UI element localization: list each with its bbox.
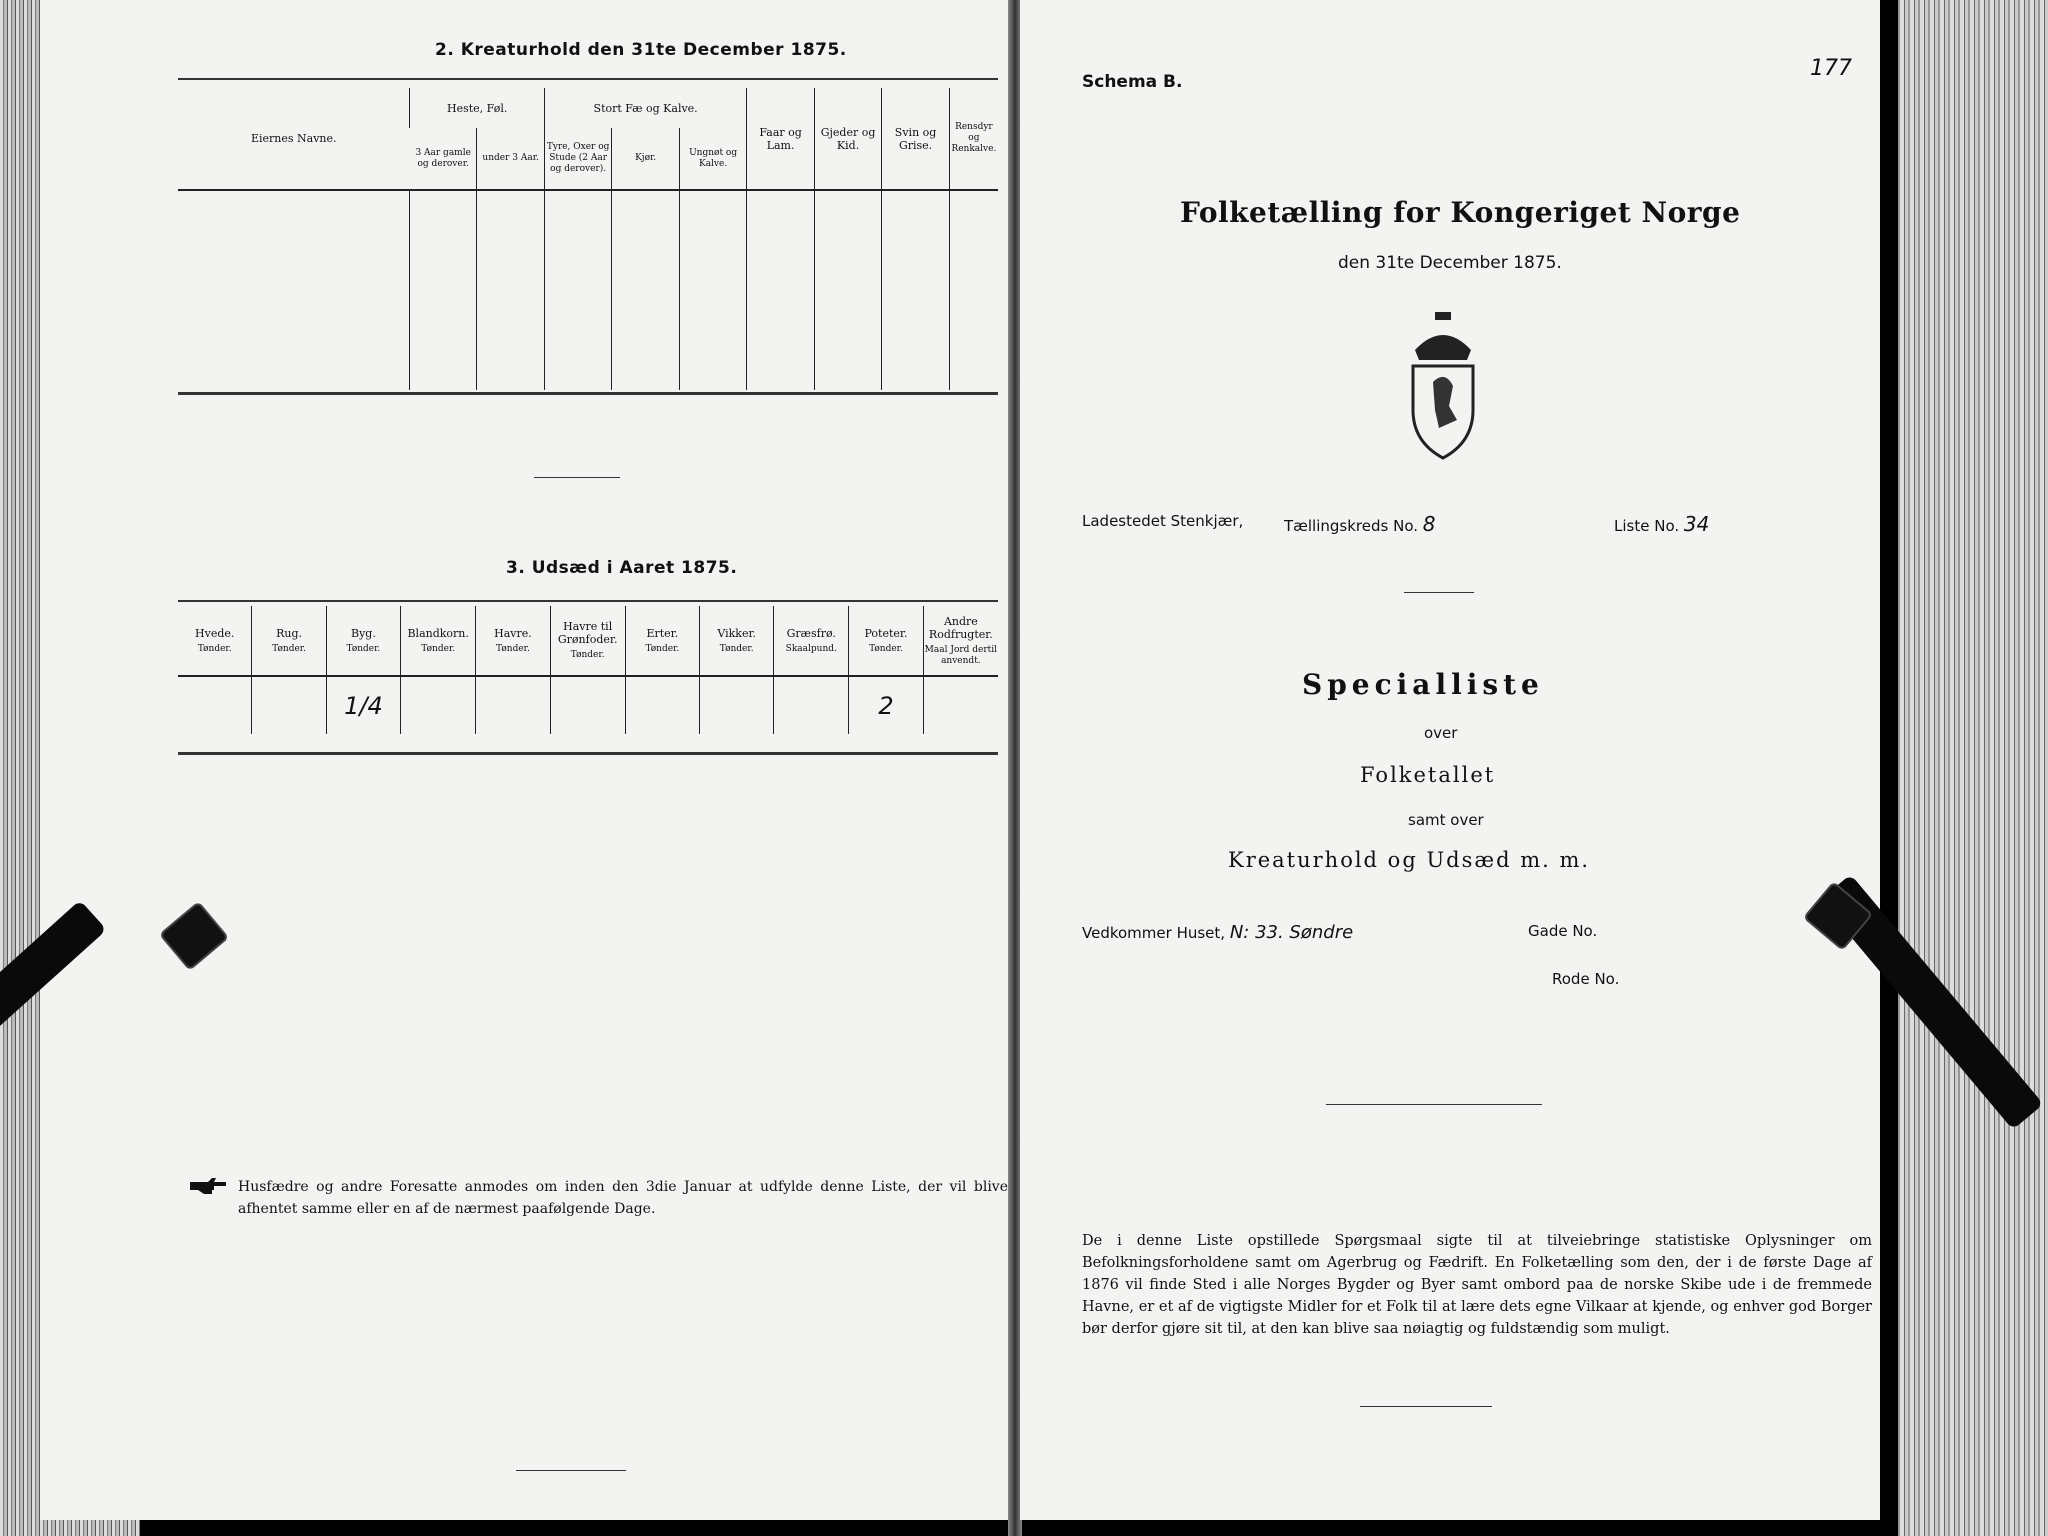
horses-old-header: 3 Aar gamle og derover.: [415, 147, 471, 169]
seed-header-cell: [774, 606, 849, 676]
seed-crop-name: Andre Rodfrugter.: [928, 614, 993, 641]
seed-crop-name: Havre til Grønfoder.: [557, 620, 618, 646]
table-top-rule: [178, 78, 998, 80]
seed-header-cell: [550, 606, 625, 676]
seed-table-bottom-rule: [178, 752, 998, 755]
house-value: N: 33. Søndre: [1229, 922, 1354, 943]
seed-crop-name: Rug.: [276, 626, 303, 640]
seed-unit: Tønder.: [869, 643, 903, 654]
seed-value-cell: [401, 676, 476, 734]
seed-header-cell: [401, 606, 476, 676]
seed-header-cell: [326, 606, 400, 676]
sheep-header: Faar og Lam.: [747, 88, 814, 190]
house-label: Vedkommer Huset,: [1082, 924, 1226, 942]
seed-value-cell: [476, 676, 550, 734]
seed-unit: Tønder.: [421, 643, 456, 654]
pointing-hand-icon: [188, 1176, 228, 1198]
divider: [516, 1470, 626, 1471]
cattle-cows-header: Kjør.: [612, 128, 679, 190]
right-page: [1020, 0, 1880, 1520]
coat-of-arms-icon: [1405, 310, 1481, 460]
seed-value-cell: [550, 676, 625, 734]
seed-header-cell: [699, 606, 773, 676]
seed-crop-name: Byg.: [350, 626, 376, 640]
seed-unit: Tønder.: [496, 643, 530, 654]
seed-header-cell: [252, 606, 326, 676]
over-label: over: [1424, 724, 1458, 742]
notice-text: Husfædre og andre Foresatte anmodes om inden den 3die Januar at udfylde denne Liste, der vil blive afhentet samme eller en af de nærmest paafølgende Dage.: [238, 1179, 1008, 1217]
seed-unit: Skaalpund.: [785, 643, 837, 654]
seed-value-cell: [625, 676, 699, 734]
seed-crop-name: Hvede.: [195, 626, 235, 640]
list-value: 34: [1683, 512, 1710, 536]
seed-section-title: 3. Udsæd i Aaret 1875.: [506, 558, 738, 578]
seed-header-cell: [476, 606, 550, 676]
seed-value-cell: [252, 676, 326, 734]
rode-label: Rode No.: [1552, 970, 1620, 988]
horses-header: Heste, Føl.: [410, 88, 544, 128]
owner-header: Eiernes Navne.: [250, 132, 337, 145]
livestock-section-title: 2. Kreaturhold den 31te December 1875.: [435, 40, 847, 60]
livestock-table: [178, 88, 998, 390]
census-date: den 31te December 1875.: [1338, 253, 1562, 273]
seed-unit: Tønder.: [570, 650, 605, 660]
seed-crop-name: Vikker.: [717, 626, 756, 640]
seed-unit: Maal Jord dertil anvendt.: [924, 644, 998, 666]
district-value: 8: [1422, 512, 1436, 536]
seed-crop-name: Erter.: [646, 626, 679, 640]
page-number: 177: [1810, 56, 1852, 81]
seed-header-cell: [178, 606, 252, 676]
district-label: Tællingskreds No.: [1284, 517, 1418, 535]
street-label: Gade No.: [1528, 922, 1598, 940]
folketallet-label: Folketallet: [1360, 763, 1496, 787]
seed-unit: Tønder.: [645, 643, 680, 654]
seed-header-cell: [625, 606, 699, 676]
location-label: Ladestedet Stenkjær,: [1082, 512, 1244, 530]
seed-table: [178, 606, 998, 734]
seed-crop-name: Poteter.: [864, 626, 908, 640]
cattle-young-header: Ungnøt og Kalve.: [679, 128, 746, 190]
seed-crop-name: Havre.: [494, 626, 532, 640]
divider: [534, 477, 620, 478]
seed-unit: Tønder.: [719, 643, 754, 654]
divider: [1360, 1406, 1492, 1407]
samt-over-label: samt over: [1408, 811, 1484, 829]
owner-cell: [178, 190, 410, 390]
left-page: [40, 0, 1010, 1520]
page-edge-stack-right: [1898, 0, 2048, 1536]
seed-value-row: [178, 676, 998, 734]
cattle-bulls-header: Tyre, Oxer og Stude (2 Aar og derover).: [544, 128, 611, 190]
seed-unit: Tønder.: [272, 643, 306, 654]
cattle-header: Stort Fæ og Kalve.: [544, 88, 746, 128]
table-row: [178, 190, 998, 390]
table-bottom-rule: [178, 392, 998, 395]
seed-value-cell: 2: [849, 676, 924, 734]
divider: [1326, 1104, 1542, 1105]
seed-value-cell: [178, 676, 252, 734]
seed-value-cell: [923, 676, 998, 734]
seed-header-cell: [849, 606, 924, 676]
horses-young-header: under 3 Aar.: [477, 128, 544, 190]
list-label: Liste No.: [1614, 517, 1680, 535]
schema-label: Schema B.: [1082, 72, 1183, 92]
seed-crop-name: Græsfrø.: [786, 626, 836, 640]
census-title: Folketælling for Kongeriget Norge: [1180, 196, 1741, 229]
seed-unit: Tønder.: [197, 643, 232, 654]
seed-crop-name: Blandkorn.: [407, 626, 469, 640]
seed-value-cell: [774, 676, 849, 734]
seed-value-cell: [699, 676, 773, 734]
seed-header-row: [178, 606, 998, 676]
seed-value-cell: 1/4: [326, 676, 400, 734]
seed-unit: Tønder.: [346, 643, 381, 654]
special-list-title: Specialliste: [1302, 668, 1544, 701]
information-paragraph: De i denne Liste opstillede Spørgsmaal sigte til at tilveiebringe statistiske Oplysninger om Befolkningsforholdene samt om Agerbrug og Fædrift. En Folketælling som den, der i de første Dage af 1876 vil finde Sted i alle Norges Bygder og Byer samt ombord paa de norske Skibe ude i de fremmede Havne, er et af de vigtigste Midler for et Folk til at lære dets egne Vilkaar at kjende, og enhver god Borger bør derfor gjøre sit til, at den kan blive saa nøiagtig og fuldstændig som muligt.: [1082, 1233, 1872, 1337]
goats-header: Gjeder og Kid.: [814, 88, 881, 190]
divider: [1404, 592, 1474, 593]
seed-header-cell: [923, 606, 998, 676]
seed-table-top-rule: [178, 600, 998, 602]
pigs-header: Svin og Grise.: [882, 88, 949, 190]
reindeer-header: Rensdyr og Renkalve.: [949, 88, 998, 190]
kreaturhold-label: Kreaturhold og Udsæd m. m.: [1228, 848, 1591, 872]
